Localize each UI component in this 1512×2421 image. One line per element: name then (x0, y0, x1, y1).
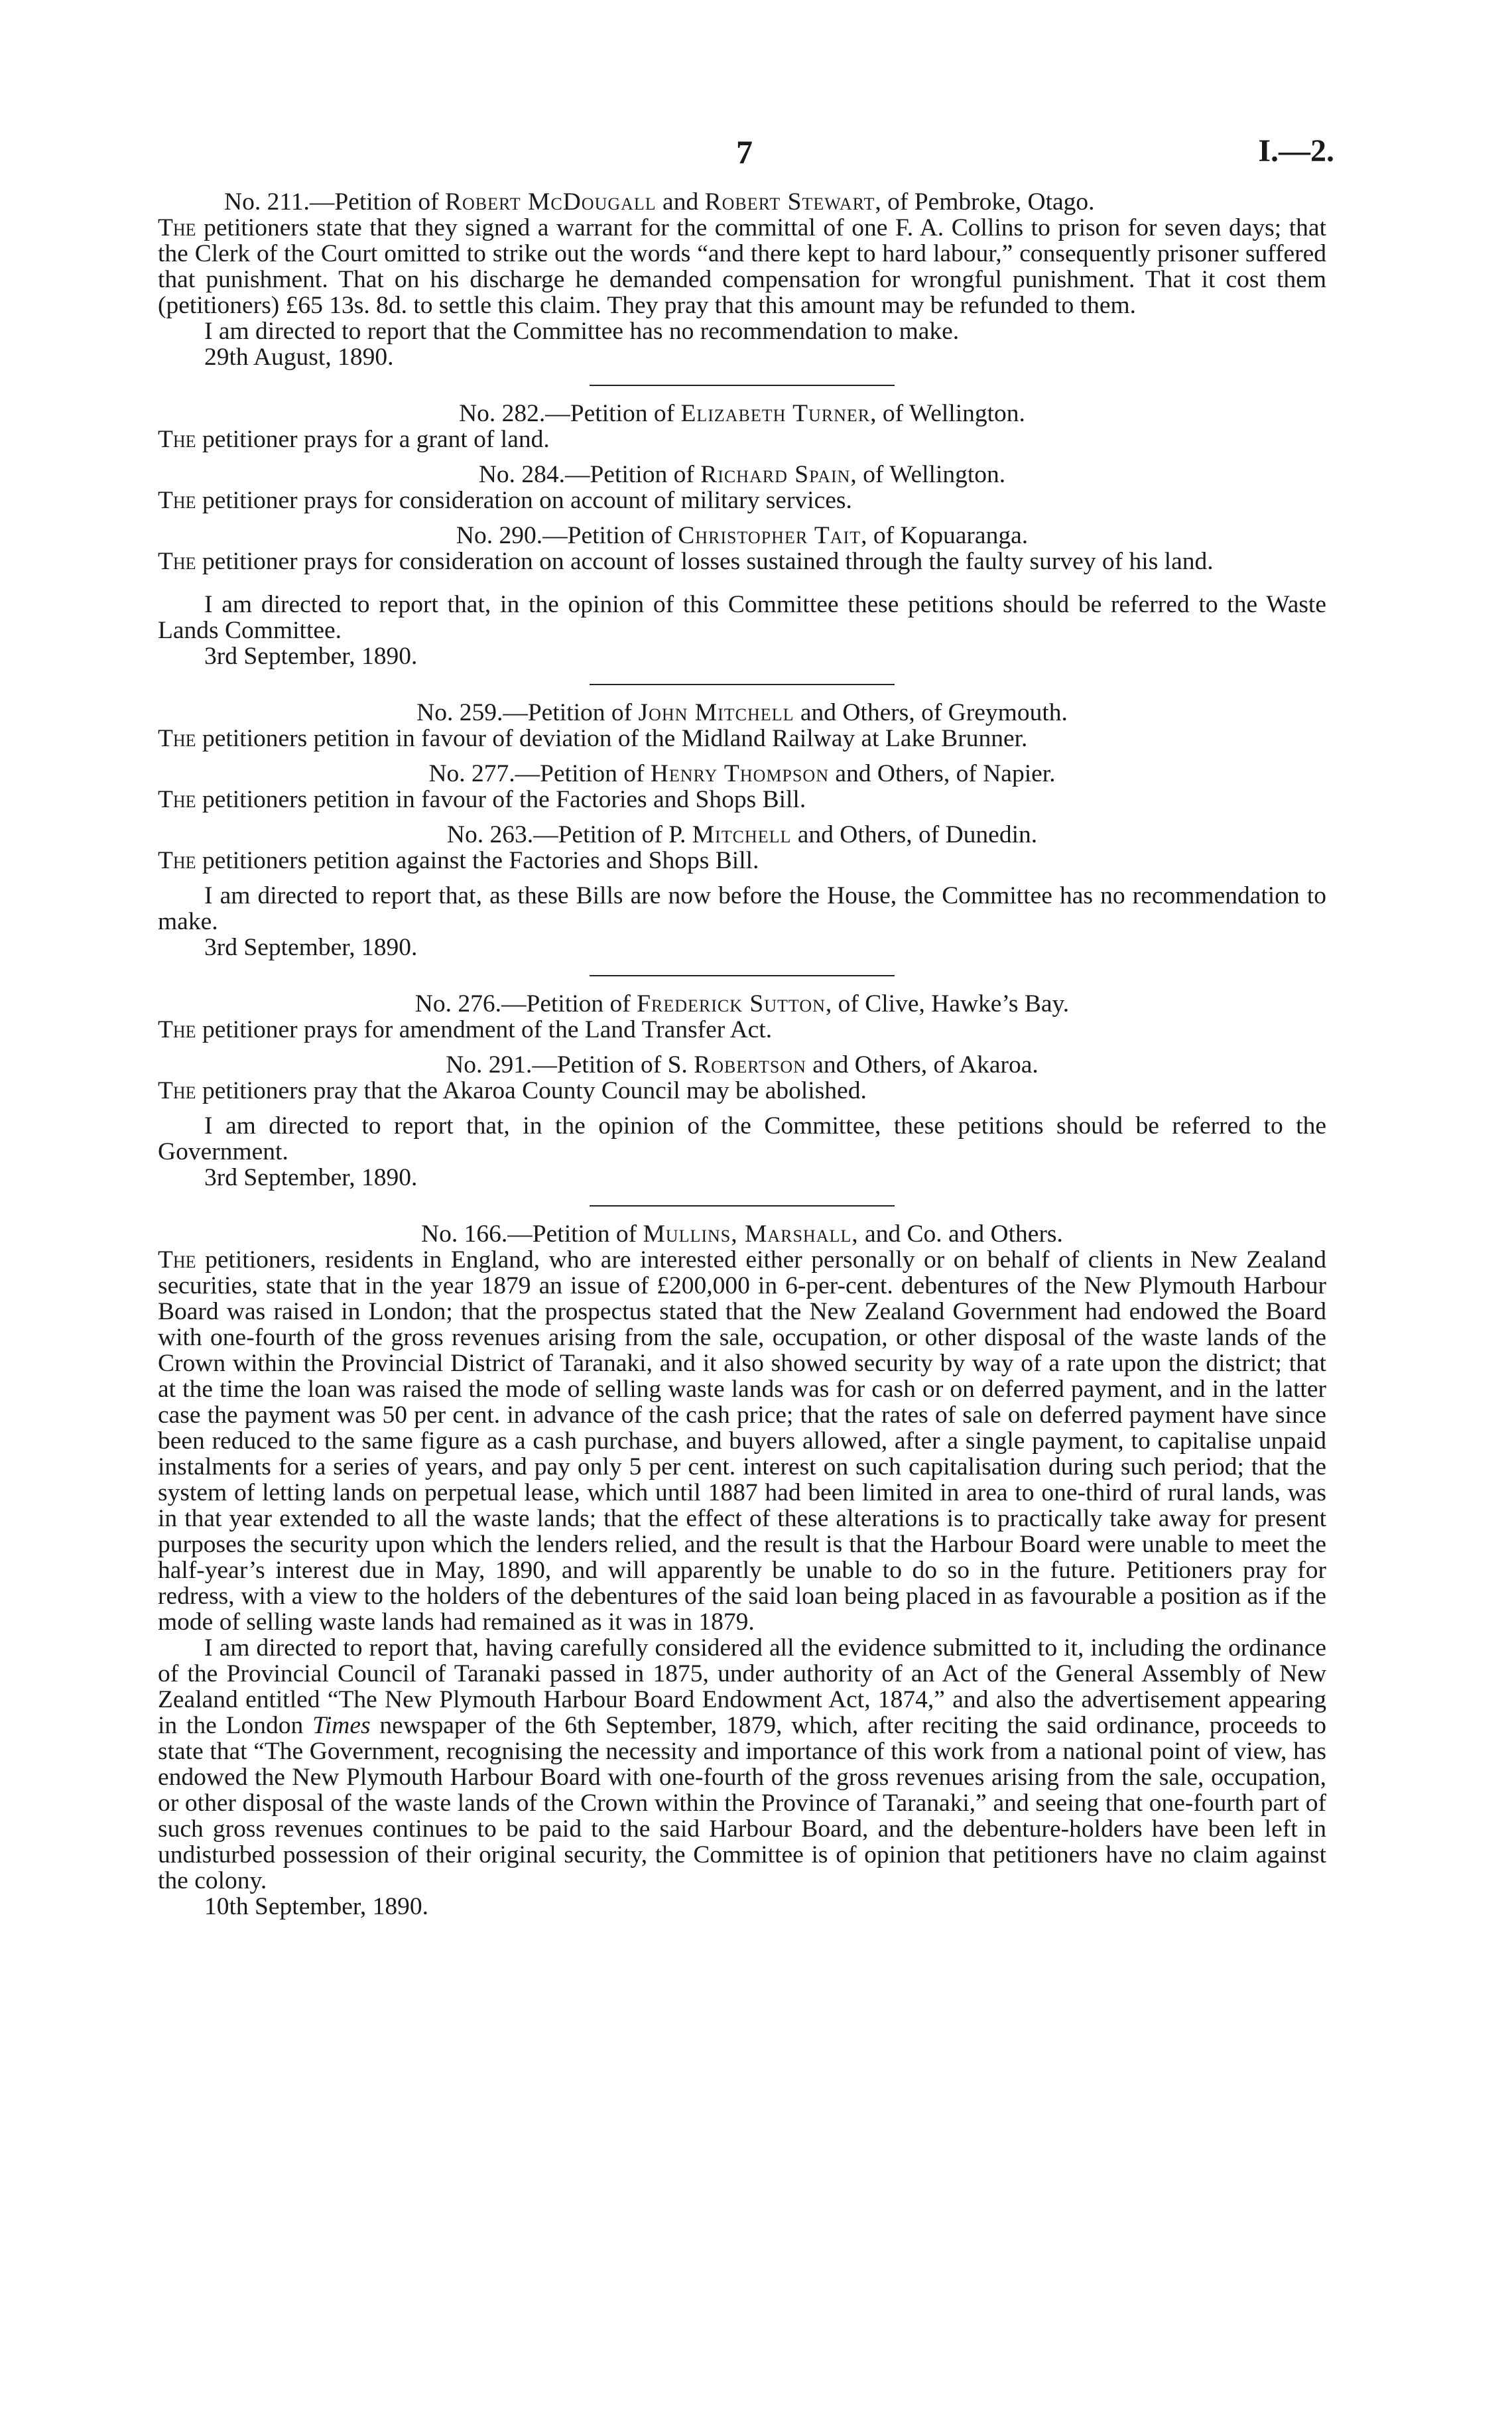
petitioner-name: Mitchell (692, 821, 792, 848)
petition-body-291: The petitioners pray that the Akaroa County Council may be abolished. (158, 1077, 867, 1104)
petition-body-259: The petitioners petition in favour of deviation of the Midland Railway at Lake Brunner. (158, 725, 1028, 752)
petitioner-name: Robert Stewart (704, 188, 875, 216)
petitioner-name: Robert McDougall (444, 188, 657, 216)
petition-heading-277: No. 277.—Petition of Henry Thompson and Others, of Napier. (428, 760, 1056, 787)
committee-report-290: I am directed to report that, in the opinion of this Committee these petitions should be referred to the Waste Lands Committee. (158, 591, 1326, 644)
petition-body-284: The petitioner prays for consideration on account of military services. (158, 487, 852, 514)
petitioner-name: Henry Thompson (650, 760, 829, 787)
section-divider (590, 684, 895, 685)
petition-body-211: The petitioners state that they signed a warrant for the committal of one F. A. Collins to prison for seven days; that the Clerk of the Court omitted to strike out the words “and there kept to hard labour,” consequently prisoner suffered that punishment. That on his discharge he demanded compensation for wrongful punishment. That it cost them (petitioners) £65 13s. 8d. to settle this claim. They pray that this amount may be refunded to them. (158, 214, 1326, 319)
report-date-291: 3rd September, 1890. (204, 1164, 418, 1191)
petition-heading-290: No. 290.—Petition of Christopher Tait, of Kopuaranga. (456, 522, 1029, 549)
committee-report-263: I am directed to report that, as these Bills are now before the House, the Committee has no recommendation to make. (158, 882, 1326, 935)
petition-body-166: The petitioners, residents in England, who are interested either personally or on behalf of clients in New Zealand securities, state that in the year 1879 an issue of £200,000 in 6-per-cent. debentures of the New Plymouth Harbour Board was raised in London; that the prospectus stated that the New Zealand Government had endowed the Board with one-fourth of the gross revenues arising from the sale, occupation, or other disposal of the waste lands of the Crown within the Provincial District of Taranaki, and it also showed security by way of a rate upon the district; that at the time the loan was raised the mode of selling waste lands was for cash or on deferred payment, and in the latter case the payment was 50 per cent. in advance of the cash price; that the rates of sale on deferred payment have since been reduced to the same figure as a cash purchase, and buyers allowed, after a single payment, to capitalise unpaid instalments for a series of years, and pay only 5 per cent. interest on such capitalisation during such period; that the system of letting lands on perpetual lease, which until 1887 had been limited in area to one-third of rural lands, was in that year extended to all the waste lands; that the effect of these alterations is to practically take away for present purposes the security upon which the lenders relied, and the result is that the Harbour Board were unable to meet the half-year’s interest due in May, 1890, and will apparently be unable to do so in the future. Petitioners pray for redress, with a view to the holders of the debentures of the said loan being placed in as favourable a position as if the mode of selling waste lands had remained as it was in 1879. (158, 1246, 1326, 1636)
petitioner-name: Richard Spain (700, 461, 851, 488)
petition-body-276: The petitioner prays for amendment of the Land Transfer Act. (158, 1016, 773, 1043)
newspaper-title: Times (312, 1712, 371, 1739)
petitioner-name: Christopher Tait (678, 522, 861, 549)
page-number: 7 (736, 133, 753, 170)
petition-body-290: The petitioner prays for consideration on account of losses sustained through the faulty survey of his land. (158, 548, 1214, 575)
petitioner-name: John Mitchell (638, 699, 794, 726)
petition-heading-282: No. 282.—Petition of Elizabeth Turner, of Wellington. (459, 400, 1025, 427)
petitioner-name: Mullins, Marshall, (643, 1220, 859, 1248)
petition-body-277: The petitioners petition in favour of the Factories and Shops Bill. (158, 786, 806, 813)
petition-heading-284: No. 284.—Petition of Richard Spain, of Wellington. (478, 461, 1006, 488)
section-divider (590, 385, 895, 386)
report-date-211: 29th August, 1890. (204, 344, 394, 371)
committee-report-211: I am directed to report that the Committee has no recommendation to make. (204, 318, 960, 345)
section-divider (590, 975, 895, 976)
petition-heading-291: No. 291.—Petition of S. Robertson and Others, of Akaroa. (446, 1051, 1039, 1079)
section-divider (590, 1205, 895, 1207)
petition-heading-263: No. 263.—Petition of P. Mitchell and Others, of Dunedin. (446, 821, 1038, 848)
petitioner-name: Elizabeth Turner (680, 400, 871, 427)
paper-reference: I.—2. (1258, 133, 1334, 168)
page-header (0, 133, 1512, 179)
petition-heading-259: No. 259.—Petition of John Mitchell and Others, of Greymouth. (416, 699, 1068, 726)
committee-report-166: I am directed to report that, having carefully considered all the evidence submitted to it, including the ordinance of the Provincial Council of Taranaki passed in 1875, under authority of an Act of the General Assembly of New Zealand entitled “The New Plymouth Harbour Board Endowment Act, 1874,” and also the advertisement appearing in the London Times newspaper of the 6th September, 1879, which, after reciting the said ordinance, proceeds to state that “The Government, recognising the necessity and importance of this work from a national point of view, has endowed the New Plymouth Harbour Board with one-fourth of the gross revenues arising from the sale, occupation, or other disposal of the waste lands of the Crown within the Province of Taranaki,” and seeing that one-fourth part of such gross revenues continues to be paid to the said Harbour Board, and the debenture-holders have been left in undisturbed possession of their original security, the Committee is of opinion that petitioners have no claim against the colony. (158, 1634, 1327, 1894)
committee-report-291: I am directed to report that, in the opinion of the Committee, these petitions should be referred to the Government. (158, 1112, 1326, 1165)
document-body (158, 189, 1326, 1920)
report-date-290: 3rd September, 1890. (204, 643, 418, 670)
petition-heading-276: No. 276.—Petition of Frederick Sutton, of Clive, Hawke’s Bay. (414, 990, 1070, 1017)
report-date-263: 3rd September, 1890. (204, 934, 418, 961)
petition-heading-211: No. 211.—Petition of Robert McDougall and Robert Stewart, of Pembroke, Otago. (224, 188, 1095, 216)
report-date-166: 10th September, 1890. (204, 1893, 429, 1920)
petition-heading-166: No. 166.—Petition of Mullins, Marshall, and Co. and Others. (421, 1220, 1063, 1248)
petition-body-282: The petitioner prays for a grant of land. (158, 426, 550, 453)
petition-body-263: The petitioners petition against the Factories and Shops Bill. (158, 847, 759, 874)
petitioner-name: Robertson (694, 1051, 806, 1079)
petitioner-name: Frederick Sutton (637, 990, 826, 1017)
